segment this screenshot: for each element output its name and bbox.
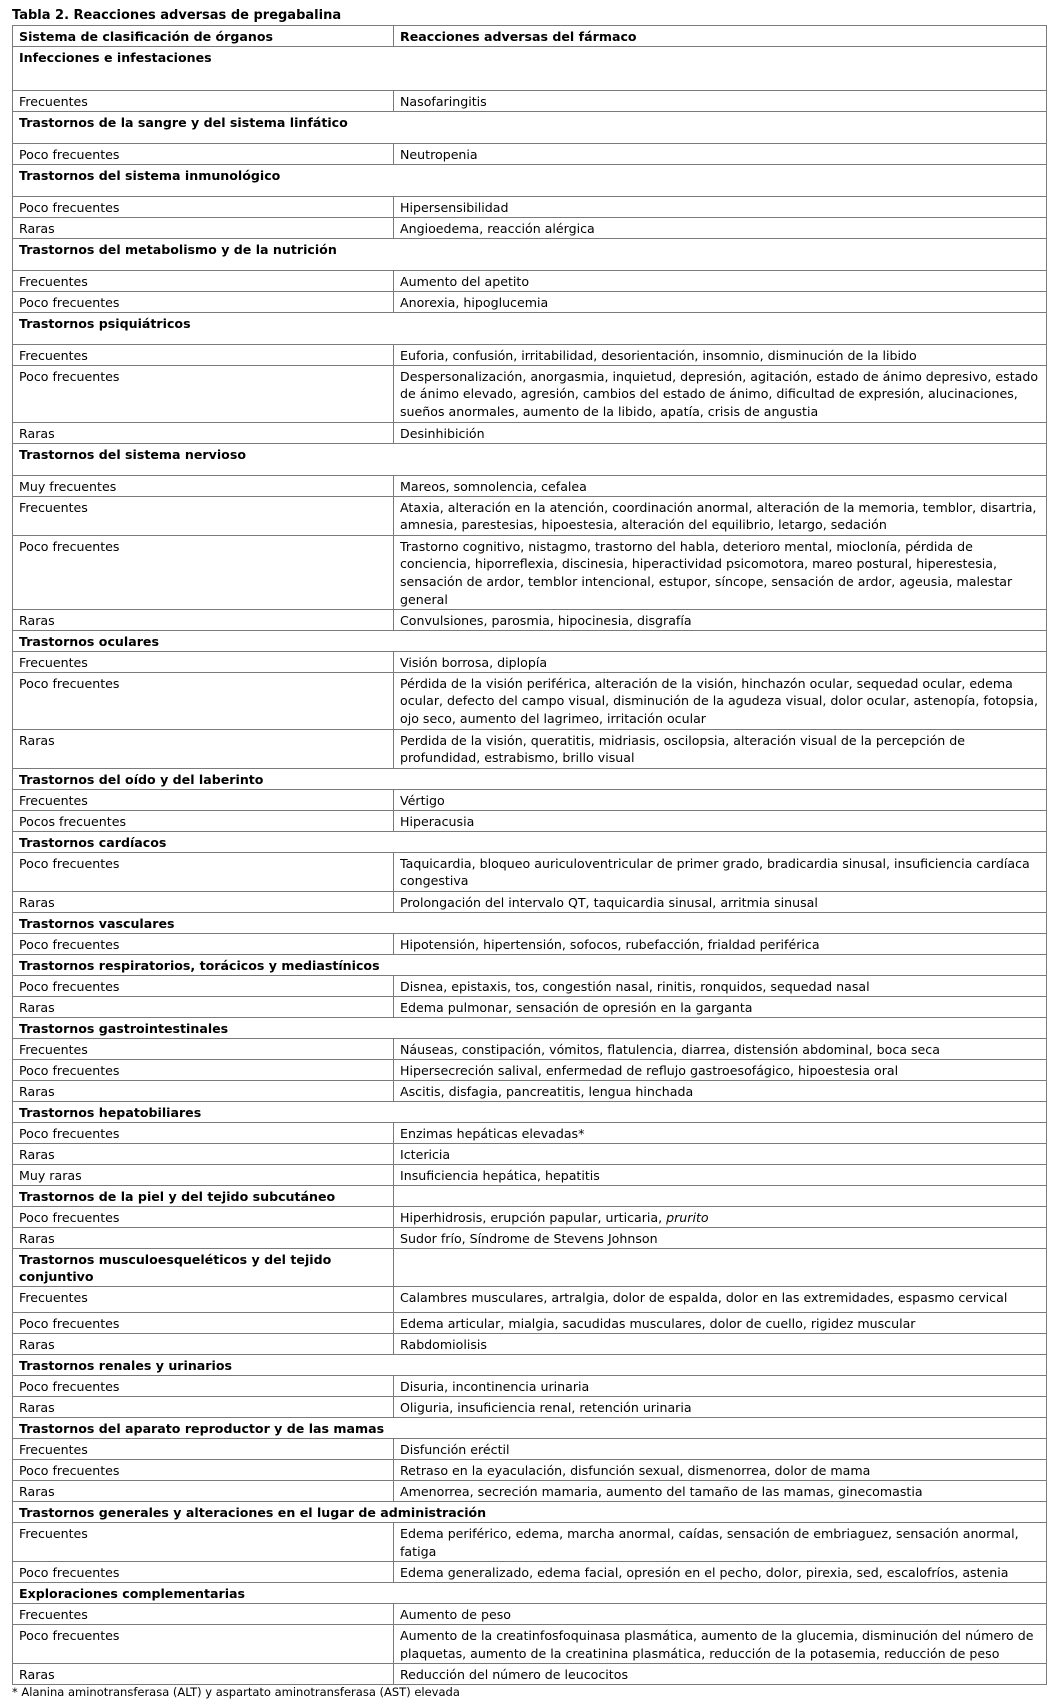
frequency-cell: Raras xyxy=(13,422,394,443)
reactions-cell: Enzimas hepáticas elevadas* xyxy=(394,1122,1047,1143)
header-adverse-reactions: Reacciones adversas del fármaco xyxy=(394,26,1047,47)
footnote: * Alanina aminotransferasa (ALT) y aspartato aminotransferasa (AST) elevada xyxy=(12,1685,460,1700)
reactions-cell xyxy=(394,1248,1047,1286)
organ-group-row xyxy=(13,1017,1047,1038)
frequency-cell: Raras xyxy=(13,891,394,912)
table-row xyxy=(13,789,1047,810)
organ-group-row xyxy=(13,831,1047,852)
organ-group-label: Trastornos gastrointestinales xyxy=(13,1017,1047,1038)
table-caption: Tabla 2. Reacciones adversas de pregabalina xyxy=(12,8,342,23)
table-row xyxy=(13,1206,1047,1227)
frequency-cell: Frecuentes xyxy=(13,90,394,111)
reactions-cell: Vértigo xyxy=(394,789,1047,810)
reactions-cell: Aumento del apetito xyxy=(394,270,1047,291)
table-row xyxy=(13,1164,1047,1185)
table-row xyxy=(13,672,1047,729)
reactions-cell: Rabdomiolisis xyxy=(394,1334,1047,1355)
organ-group-label: Trastornos de la sangre y del sistema linfático xyxy=(13,111,1047,143)
reactions-cell xyxy=(394,1206,1047,1227)
table-row xyxy=(13,365,1047,422)
reactions-cell: Disuria, incontinencia urinaria xyxy=(394,1376,1047,1397)
organ-group-row xyxy=(13,164,1047,196)
table-row xyxy=(13,996,1047,1017)
frequency-cell: Frecuentes xyxy=(13,651,394,672)
reactions-cell: Oliguria, insuficiencia renal, retención urinaria xyxy=(394,1397,1047,1418)
table-row xyxy=(13,1080,1047,1101)
frequency-cell: Raras xyxy=(13,1481,394,1502)
frequency-cell: Poco frecuentes xyxy=(13,1206,394,1227)
reactions-cell: Pérdida de la visión periférica, alteración de la visión, hinchazón ocular, sequedad ocular, edema ocular, defecto del campo visual, disminución de la agudeza visual, dolor ocular, astenopía, fotopsia, ojo seco, aumento del lagrimeo, irritación ocular xyxy=(394,672,1047,729)
adverse-reactions-table xyxy=(12,25,1047,1685)
table-header-row xyxy=(13,26,1047,47)
organ-group-row xyxy=(13,1101,1047,1122)
reactions-cell: Hipotensión, hipertensión, sofocos, rubefacción, frialdad periférica xyxy=(394,933,1047,954)
frequency-cell: Raras xyxy=(13,609,394,630)
reactions-cell: Visión borrosa, diplopía xyxy=(394,651,1047,672)
table-row xyxy=(13,1481,1047,1502)
reactions-cell: Taquicardia, bloqueo auriculoventricular de primer grado, bradicardia sinusal, insuficiencia cardíaca congestiva xyxy=(394,852,1047,891)
frequency-cell: Poco frecuentes xyxy=(13,365,394,422)
table-row xyxy=(13,217,1047,238)
table-row xyxy=(13,535,1047,609)
frequency-cell: Frecuentes xyxy=(13,270,394,291)
organ-group-label: Trastornos de la piel y del tejido subcutáneo xyxy=(13,1185,394,1206)
frequency-cell: Frecuentes xyxy=(13,789,394,810)
frequency-cell: Poco frecuentes xyxy=(13,1122,394,1143)
reactions-cell: Retraso en la eyaculación, disfunción sexual, dismenorrea, dolor de mama xyxy=(394,1460,1047,1481)
table-row xyxy=(13,975,1047,996)
organ-group-row xyxy=(13,46,1047,90)
reactions-cell: Edema articular, mialgia, sacudidas musculares, dolor de cuello, rigidez muscular xyxy=(394,1313,1047,1334)
frequency-cell: Poco frecuentes xyxy=(13,1460,394,1481)
table-row xyxy=(13,1227,1047,1248)
table-row xyxy=(13,852,1047,891)
table-row xyxy=(13,729,1047,768)
frequency-cell: Poco frecuentes xyxy=(13,1059,394,1080)
organ-group-row xyxy=(13,1583,1047,1604)
reactions-cell: Insuficiencia hepática, hepatitis xyxy=(394,1164,1047,1185)
reactions-cell: Edema pulmonar, sensación de opresión en la garganta xyxy=(394,996,1047,1017)
reactions-cell: Mareos, somnolencia, cefalea xyxy=(394,475,1047,496)
organ-group-row xyxy=(13,1418,1047,1439)
organ-group-label: Trastornos del aparato reproductor y de las mamas xyxy=(13,1418,1047,1439)
frequency-cell: Poco frecuentes xyxy=(13,1313,394,1334)
frequency-cell: Raras xyxy=(13,729,394,768)
organ-group-label: Trastornos del metabolismo y de la nutrición xyxy=(13,238,1047,270)
table-row xyxy=(13,1397,1047,1418)
frequency-cell: Frecuentes xyxy=(13,1604,394,1625)
reactions-cell: Disnea, epistaxis, tos, congestión nasal, rinitis, ronquidos, sequedad nasal xyxy=(394,975,1047,996)
table-row xyxy=(13,90,1047,111)
reactions-cell: Ataxia, alteración en la atención, coordinación anormal, alteración de la memoria, temblor, disartria, amnesia, parestesias, hipoestesia, alteración del equilibrio, letargo, sedación xyxy=(394,496,1047,535)
organ-group-label: Trastornos psiquiátricos xyxy=(13,312,1047,344)
frequency-cell: Raras xyxy=(13,1664,394,1685)
frequency-cell: Raras xyxy=(13,217,394,238)
table-row xyxy=(13,1523,1047,1562)
organ-group-row xyxy=(13,954,1047,975)
reactions-cell: Disfunción eréctil xyxy=(394,1439,1047,1460)
frequency-cell: Poco frecuentes xyxy=(13,535,394,609)
organ-group-row xyxy=(13,768,1047,789)
table-row xyxy=(13,1038,1047,1059)
table-row xyxy=(13,422,1047,443)
table-row xyxy=(13,1562,1047,1583)
organ-group-label: Trastornos vasculares xyxy=(13,912,1047,933)
organ-group-label: Trastornos cardíacos xyxy=(13,831,1047,852)
reactions-text-italic: prurito xyxy=(666,1209,709,1225)
frequency-cell: Muy raras xyxy=(13,1164,394,1185)
reactions-cell: Náuseas, constipación, vómitos, flatulencia, diarrea, distensión abdominal, boca seca xyxy=(394,1038,1047,1059)
table-row xyxy=(13,270,1047,291)
reactions-cell: Ascitis, disfagia, pancreatitis, lengua hinchada xyxy=(394,1080,1047,1101)
frequency-cell: Raras xyxy=(13,996,394,1017)
frequency-cell: Frecuentes xyxy=(13,1038,394,1059)
table-row xyxy=(13,1460,1047,1481)
frequency-cell: Poco frecuentes xyxy=(13,975,394,996)
reactions-cell: Calambres musculares, artralgia, dolor de espalda, dolor en las extremidades, espasmo cervical xyxy=(394,1287,1047,1313)
table-row xyxy=(13,1664,1047,1685)
organ-group-row xyxy=(13,1248,1047,1286)
organ-group-label: Trastornos renales y urinarios xyxy=(13,1355,1047,1376)
reactions-cell: Edema periférico, edema, marcha anormal, caídas, sensación de embriaguez, sensación anormal, fatiga xyxy=(394,1523,1047,1562)
table-row xyxy=(13,1122,1047,1143)
frequency-cell: Poco frecuentes xyxy=(13,933,394,954)
table-row xyxy=(13,1287,1047,1313)
organ-group-label: Trastornos del sistema inmunológico xyxy=(13,164,1047,196)
reactions-cell: Angioedema, reacción alérgica xyxy=(394,217,1047,238)
table-row xyxy=(13,1625,1047,1664)
organ-group-row xyxy=(13,238,1047,270)
reactions-cell: Ictericia xyxy=(394,1143,1047,1164)
table-row xyxy=(13,609,1047,630)
reactions-cell: Perdida de la visión, queratitis, midriasis, oscilopsia, alteración visual de la percepción de profundidad, estrabismo, brillo visual xyxy=(394,729,1047,768)
organ-group-label: Exploraciones complementarias xyxy=(13,1583,1047,1604)
frequency-cell: Poco frecuentes xyxy=(13,1562,394,1583)
frequency-cell: Raras xyxy=(13,1143,394,1164)
frequency-cell: Muy frecuentes xyxy=(13,475,394,496)
frequency-cell: Frecuentes xyxy=(13,344,394,365)
frequency-cell: Poco frecuentes xyxy=(13,1376,394,1397)
table-row xyxy=(13,496,1047,535)
frequency-cell: Poco frecuentes xyxy=(13,196,394,217)
frequency-cell: Poco frecuentes xyxy=(13,852,394,891)
frequency-cell: Frecuentes xyxy=(13,1439,394,1460)
reactions-cell: Euforia, confusión, irritabilidad, desorientación, insomnio, disminución de la libido xyxy=(394,344,1047,365)
reactions-cell: Hipersecreción salival, enfermedad de reflujo gastroesofágico, hipoestesia oral xyxy=(394,1059,1047,1080)
table-row xyxy=(13,196,1047,217)
reactions-cell: Aumento de la creatinfosfoquinasa plasmática, aumento de la glucemia, disminución del número de plaquetas, aumento de la creatinina plasmática, reducción de la potasemia, reducción de peso xyxy=(394,1625,1047,1664)
table-row xyxy=(13,1059,1047,1080)
organ-group-label: Trastornos generales y alteraciones en el lugar de administración xyxy=(13,1502,1047,1523)
organ-group-row xyxy=(13,1355,1047,1376)
reactions-cell: Edema generalizado, edema facial, opresión en el pecho, dolor, pirexia, sed, escalofríos, astenia xyxy=(394,1562,1047,1583)
table-row xyxy=(13,344,1047,365)
table-row xyxy=(13,1439,1047,1460)
frequency-cell: Raras xyxy=(13,1080,394,1101)
reactions-cell: Hipersensibilidad xyxy=(394,196,1047,217)
frequency-cell: Raras xyxy=(13,1334,394,1355)
organ-group-label: Trastornos del oído y del laberinto xyxy=(13,768,1047,789)
organ-group-row xyxy=(13,312,1047,344)
reactions-cell: Sudor frío, Síndrome de Stevens Johnson xyxy=(394,1227,1047,1248)
frequency-cell: Frecuentes xyxy=(13,1523,394,1562)
reactions-cell: Despersonalización, anorgasmia, inquietud, depresión, agitación, estado de ánimo depresivo, estado de ánimo elevado, agresión, cambios del estado de ánimo, dificultad de expresión, alucinaciones, sueños anormales, aumento de la libido, apatía, crisis de angustia xyxy=(394,365,1047,422)
table-row xyxy=(13,933,1047,954)
table-row xyxy=(13,651,1047,672)
table-row xyxy=(13,1334,1047,1355)
table-row xyxy=(13,1376,1047,1397)
table-row xyxy=(13,1313,1047,1334)
organ-group-row xyxy=(13,1502,1047,1523)
reactions-cell: Prolongación del intervalo QT, taquicardia sinusal, arritmia sinusal xyxy=(394,891,1047,912)
document-page xyxy=(12,8,1046,1699)
reactions-cell xyxy=(394,1185,1047,1206)
table-row xyxy=(13,1143,1047,1164)
table-row xyxy=(13,1604,1047,1625)
reactions-cell: Convulsiones, parosmia, hipocinesia, disgrafía xyxy=(394,609,1047,630)
table-row xyxy=(13,291,1047,312)
table-row xyxy=(13,475,1047,496)
frequency-cell: Poco frecuentes xyxy=(13,672,394,729)
frequency-cell: Poco frecuentes xyxy=(13,291,394,312)
organ-group-row xyxy=(13,443,1047,475)
reactions-cell: Neutropenia xyxy=(394,143,1047,164)
frequency-cell: Raras xyxy=(13,1227,394,1248)
table-row xyxy=(13,810,1047,831)
organ-group-label: Trastornos del sistema nervioso xyxy=(13,443,1047,475)
organ-group-label: Trastornos musculoesqueléticos y del tejido conjuntivo xyxy=(13,1248,394,1286)
frequency-cell: Poco frecuentes xyxy=(13,1625,394,1664)
reactions-cell: Desinhibición xyxy=(394,422,1047,443)
reactions-cell: Reducción del número de leucocitos xyxy=(394,1664,1047,1685)
table-body xyxy=(13,46,1047,1684)
organ-group-label: Trastornos respiratorios, torácicos y mediastínicos xyxy=(13,954,1047,975)
reactions-cell: Anorexia, hipoglucemia xyxy=(394,291,1047,312)
reactions-cell: Nasofaringitis xyxy=(394,90,1047,111)
organ-group-row xyxy=(13,912,1047,933)
organ-group-row xyxy=(13,630,1047,651)
reactions-cell: Amenorrea, secreción mamaria, aumento del tamaño de las mamas, ginecomastia xyxy=(394,1481,1047,1502)
organ-group-label: Trastornos oculares xyxy=(13,630,1047,651)
organ-group-row xyxy=(13,1185,1047,1206)
reactions-text: Hiperhidrosis, erupción papular, urticaria, xyxy=(400,1209,667,1225)
organ-group-label: Infecciones e infestaciones xyxy=(13,46,1047,90)
header-organ-class: Sistema de clasificación de órganos xyxy=(13,26,394,47)
organ-group-row xyxy=(13,111,1047,143)
reactions-cell: Aumento de peso xyxy=(394,1604,1047,1625)
frequency-cell: Poco frecuentes xyxy=(13,143,394,164)
frequency-cell: Raras xyxy=(13,1397,394,1418)
reactions-cell: Trastorno cognitivo, nistagmo, trastorno del habla, deterioro mental, mioclonía, pérdida de conciencia, hiporreflexia, discinesia, hiperactividad psicomotora, mareo postural, hiperestesia, sensación de ardor, temblor intencional, estupor, síncope, sensación de ardor, ageusia, malestar general xyxy=(394,535,1047,609)
organ-group-label: Trastornos hepatobiliares xyxy=(13,1101,1047,1122)
table-row xyxy=(13,143,1047,164)
table-row xyxy=(13,891,1047,912)
frequency-cell: Frecuentes xyxy=(13,496,394,535)
reactions-cell: Hiperacusia xyxy=(394,810,1047,831)
frequency-cell: Pocos frecuentes xyxy=(13,810,394,831)
frequency-cell: Frecuentes xyxy=(13,1287,394,1313)
